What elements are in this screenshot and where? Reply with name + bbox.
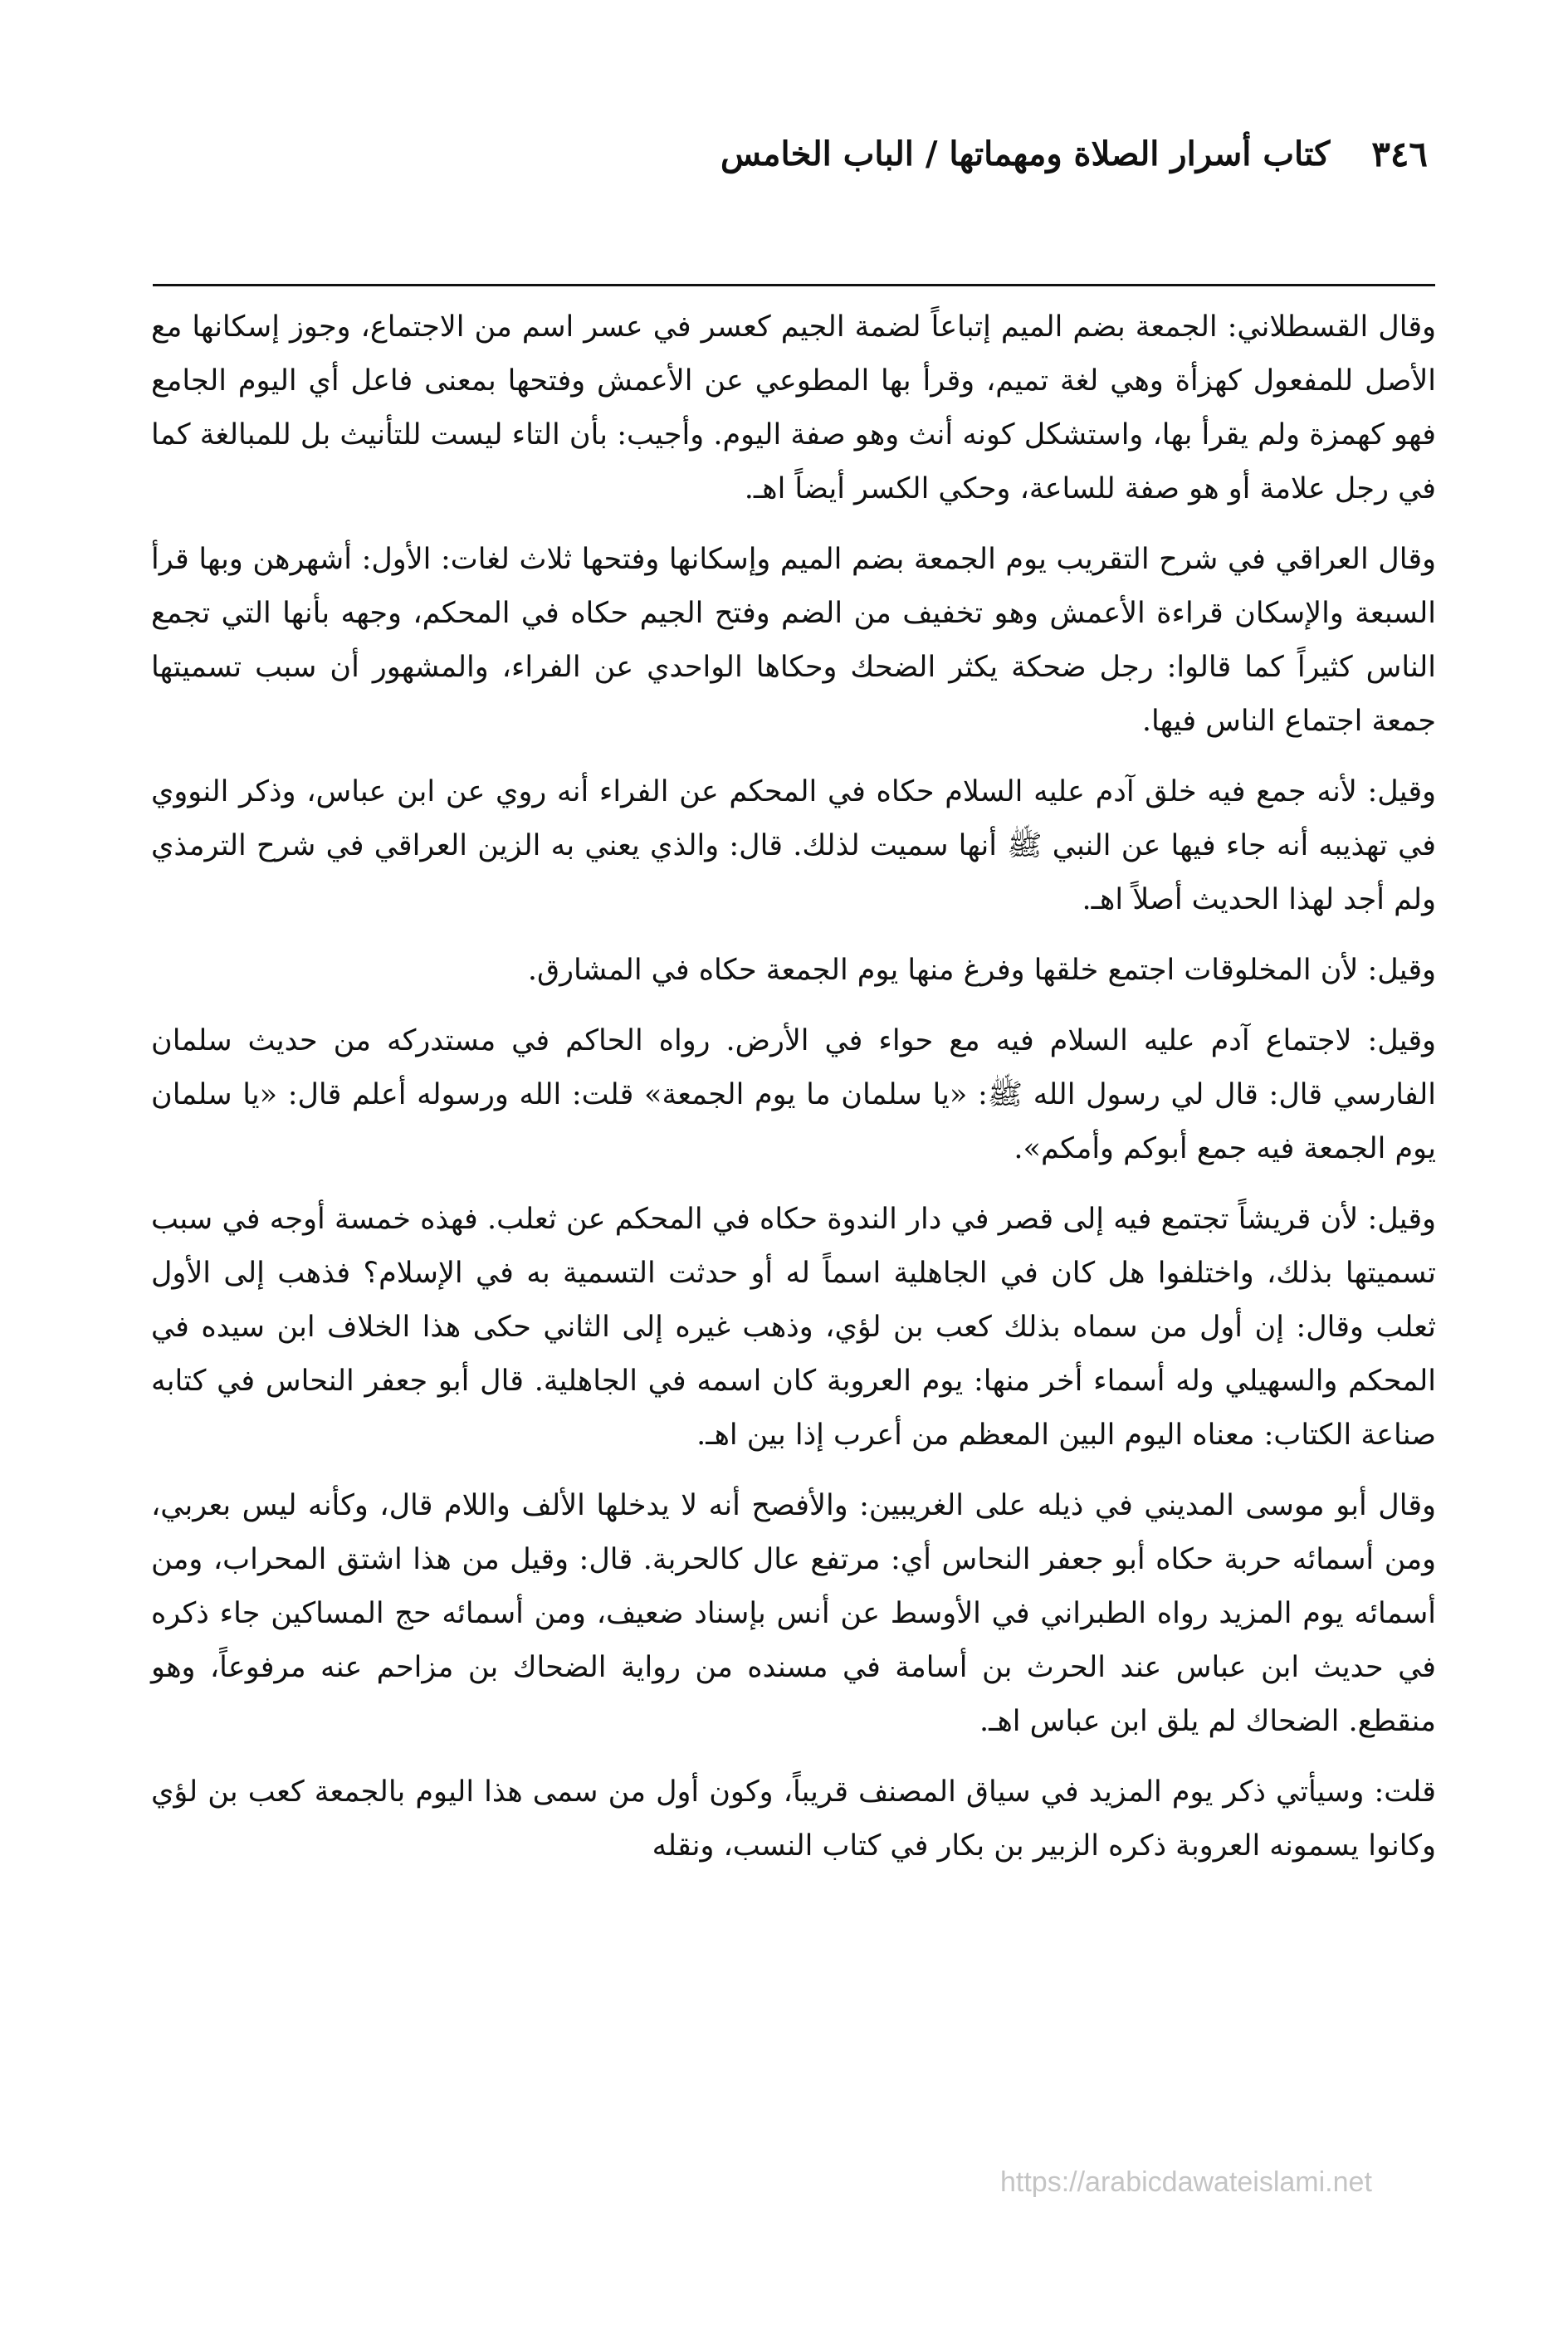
watermark-url: https://arabicdawateislami.net xyxy=(1000,2166,1372,2198)
paragraph-8: قلت: وسيأتي ذكر يوم المزيد في سياق المصنف قريباً، وكون أول من سمى هذا اليوم بالجمعة كعب بن لؤي وكانوا يسمونه العروبة ذكره الزبير بن بكار في كتاب النسب، ونقله xyxy=(151,1775,1436,1863)
page-header xyxy=(158,125,1428,183)
paragraph-1: وقال القسطلاني: الجمعة بضم الميم إتباعاً لضمة الجيم كعسر في عسر اسم من الاجتماع، وجوز إسكانها مع الأصل للمفعول كهزأة وهي لغة تميم، وقرأ بها المطوعي عن الأعمش وفتحها بمعنى فاعل أي اليوم الجامع فهو كهمزة ولم يقرأ بها، واستشكل كونه أنث وهو صفة اليوم. وأجيب: بأن التاء ليست للتأنيث بل للمبالغة كما في رجل علامة أو هو صفة للساعة، وحكي الكسر أيضاً اهـ. xyxy=(151,310,1436,505)
paragraph-5: وقيل: لاجتماع آدم عليه السلام فيه مع حواء في الأرض. رواه الحاكم في مستدركه من حديث سلمان الفارسي قال: قال لي رسول الله ﷺ: «يا سلمان ما يوم الجمعة» قلت: الله ورسوله أعلم قال: «يا سلمان يوم الجمعة فيه جمع أبوكم وأمكم». xyxy=(151,1024,1436,1165)
paragraph-6: وقيل: لأن قريشاً تجتمع فيه إلى قصر في دار الندوة حكاه في المحكم عن ثعلب. فهذه خمسة أوجه في سبب تسميتها بذلك، واختلفوا هل كان في الجاهلية اسماً له أو حدثت التسمية به في الإسلام؟ فذهب إلى الأول ثعلب وقال: إن أول من سماه بذلك كعب بن لؤي، وذهب غيره إلى الثاني حكى هذا الخلاف ابن سيده في المحكم والسهيلي وله أسماء أخر منها: يوم العروبة كان اسمه في الجاهلية. قال أبو جعفر النحاس في كتابه صناعة الكتاب: معناه اليوم البين المعظم من أعرب إذا بين اهـ. xyxy=(151,1203,1436,1452)
running-title: كتاب أسرار الصلاة ومهماتها / الباب الخامس xyxy=(720,134,1331,173)
paragraph-7: وقال أبو موسى المديني في ذيله على الغريبين: والأفصح أنه لا يدخلها الألف واللام قال، وكأنه ليس بعربي، ومن أسمائه حربة حكاه أبو جعفر النحاس أي: مرتفع عال كالحربة. قال: وقيل من هذا اشتق المحراب، ومن أسمائه يوم المزيد رواه الطبراني في الأوسط عن أنس بإسناد ضعيف، ومن أسمائه حج المساكين جاء ذكره في حديث ابن عباس عند الحرث بن أسامة في مسنده من رواية الضحاك بن مزاحم عنه مرفوعاً، وهو منقطع. الضحاك لم يلق ابن عباس اهـ. xyxy=(151,1489,1436,1738)
paragraph-2: وقال العراقي في شرح التقريب يوم الجمعة بضم الميم وإسكانها وفتحها ثلاث لغات: الأول: أشهرهن وبها قرأ السبعة والإسكان قراءة الأعمش وهو تخفيف من الضم وفتح الجيم حكاه في المحكم، وجهه بأنها التي تجمع الناس كثيراً كما قالوا: رجل ضحكة يكثر الضحك وحكاها الواحدي عن الفراء، والمشهور أن سبب تسميتها جمعة اجتماع الناس فيها. xyxy=(151,543,1436,738)
page-number: ٣٤٦ xyxy=(1371,133,1428,174)
header-divider xyxy=(153,284,1435,286)
paragraph-4: وقيل: لأن المخلوقات اجتمع خلقها وفرغ منها يوم الجمعة حكاه في المشارق. xyxy=(527,954,1436,987)
paragraph-3: وقيل: لأنه جمع فيه خلق آدم عليه السلام حكاه في المحكم عن الفراء أنه روي عن ابن عباس، وذكر النووي في تهذيبه أنه جاء فيها عن النبي ﷺ أنها سميت لذلك. قال: والذي يعني به الزين العراقي في شرح الترمذي ولم أجد لهذا الحديث أصلاً اهـ. xyxy=(151,775,1436,916)
body-text xyxy=(151,300,1436,1890)
